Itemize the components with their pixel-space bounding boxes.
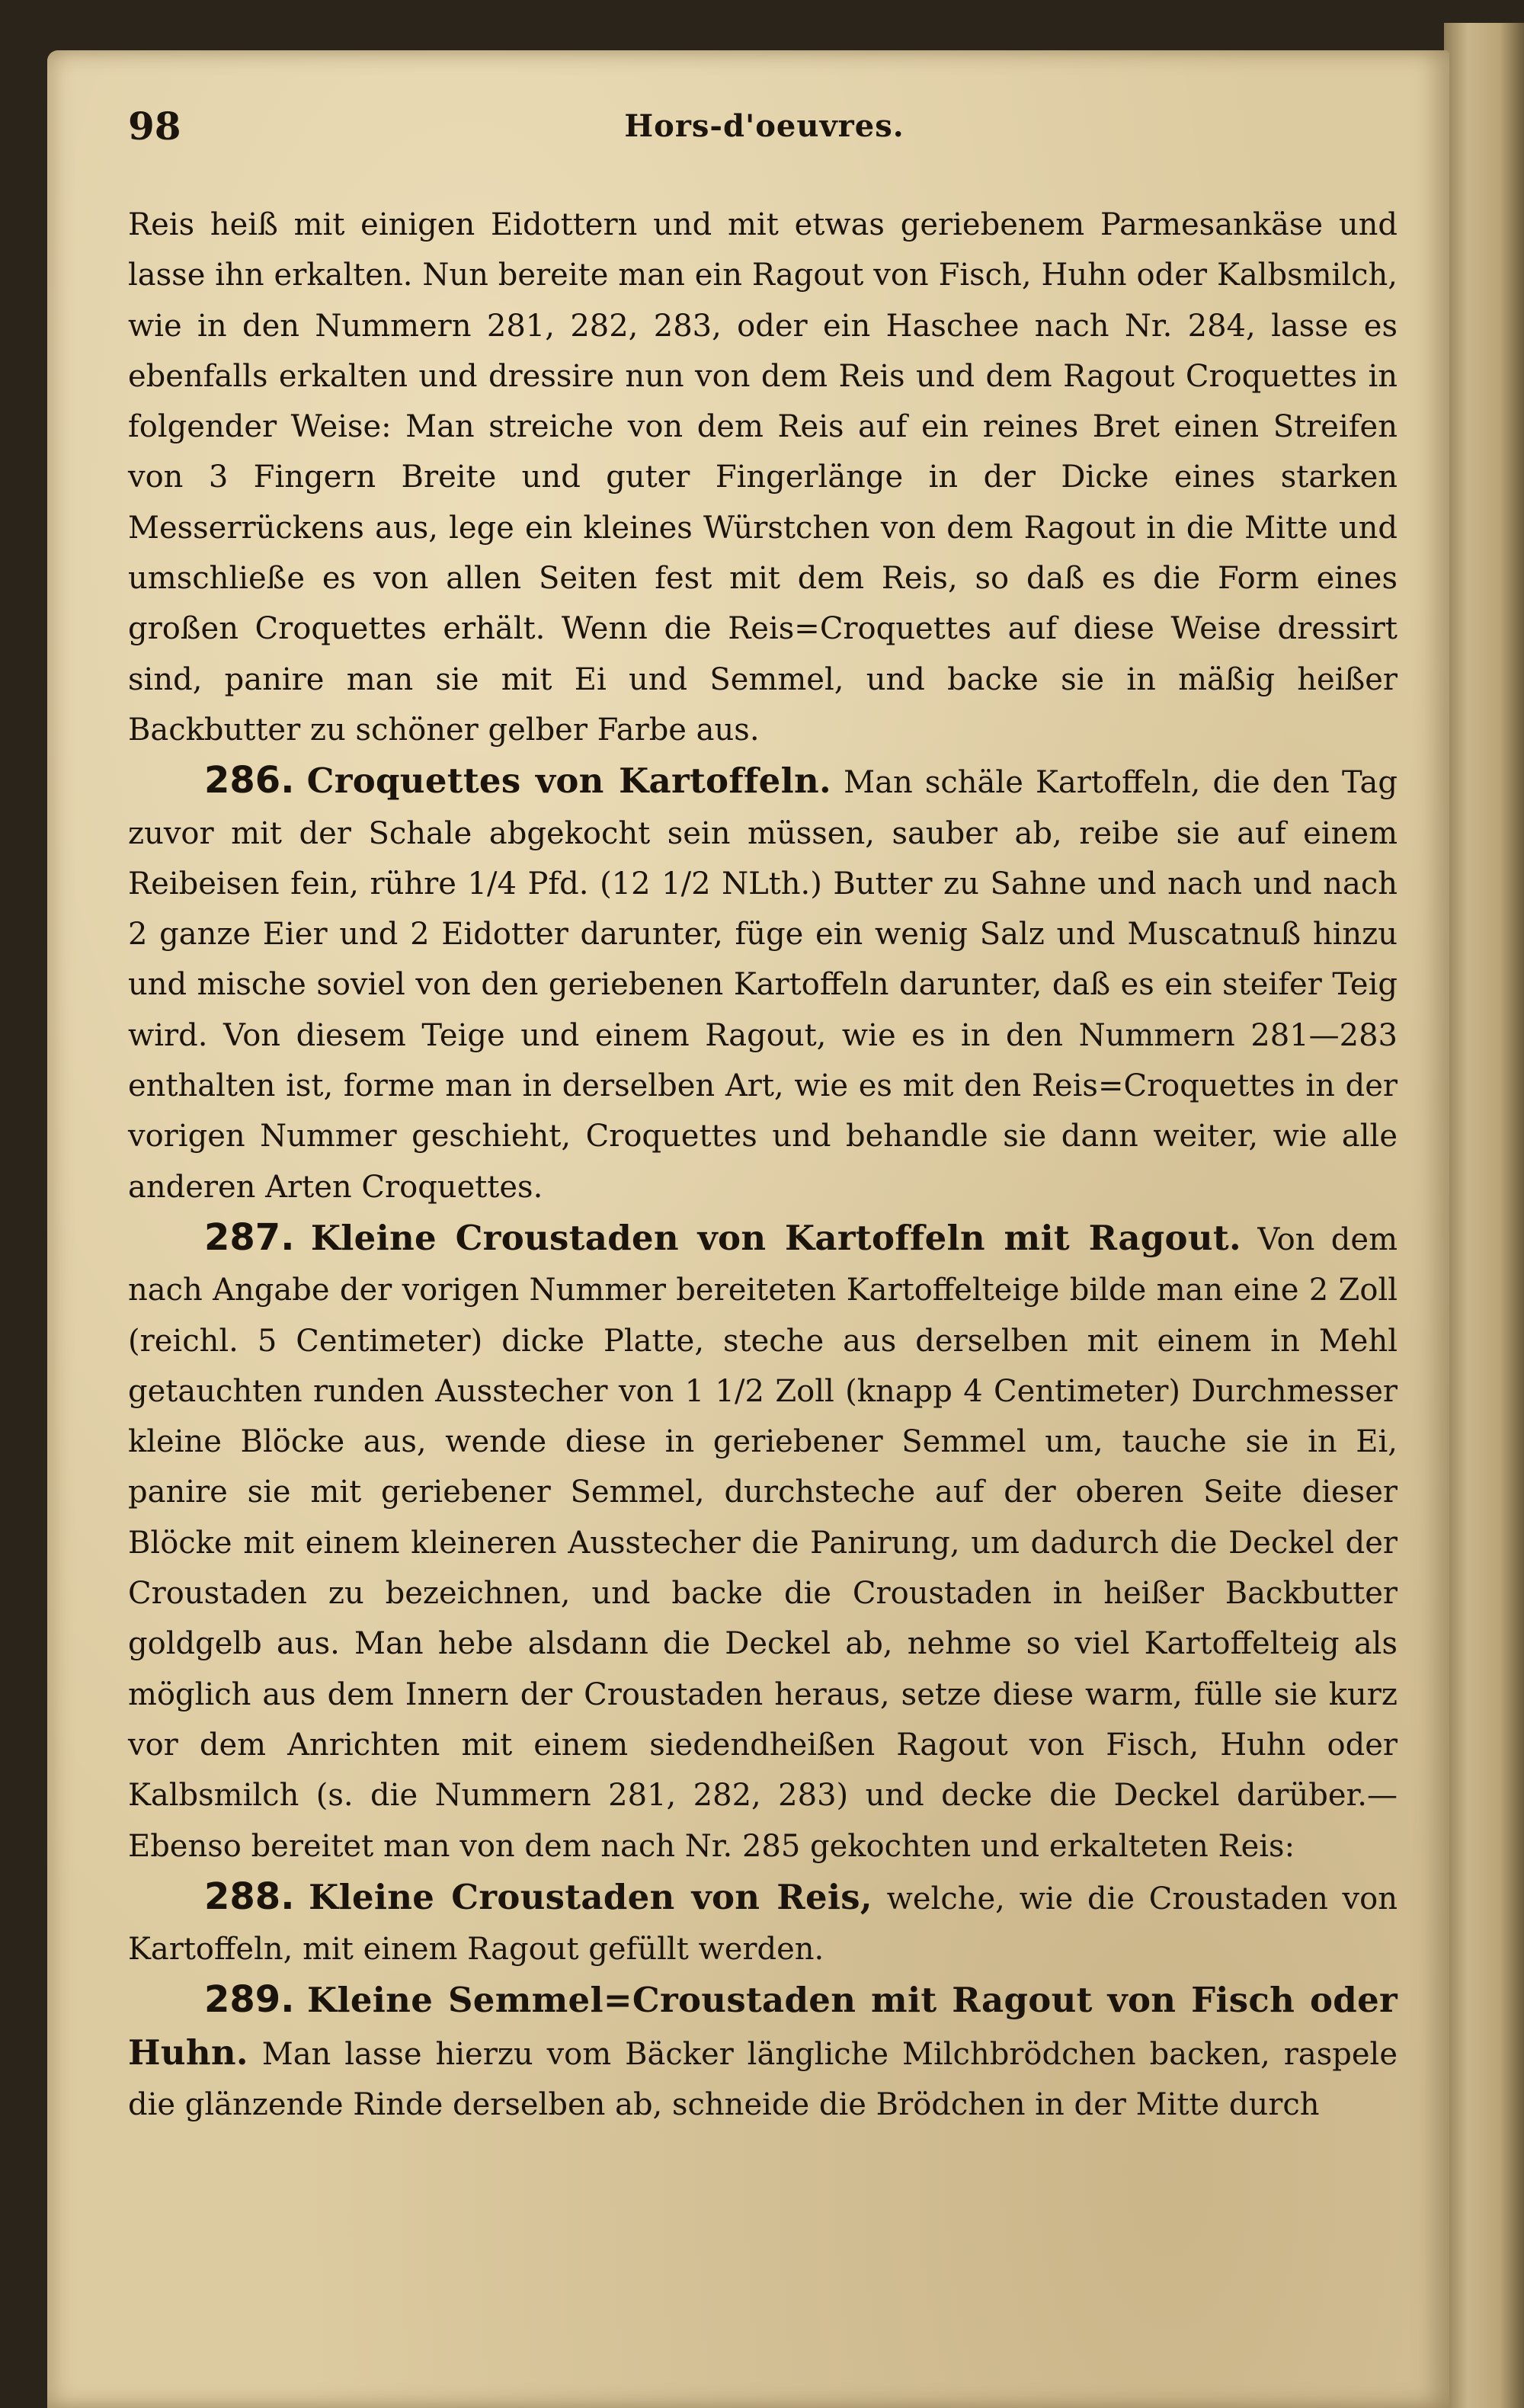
recipe-entry-286: [128, 755, 1398, 1212]
recipe-text: Man schäle Kartoffeln, die den Tag zuvor mit der Schale abgekocht sein müssen, sauber ab, reibe sie auf einem Reibeisen fein, rühre 1/4 Pfd. (12 1/2 NLth.) Butter zu Sahne und nach und nach 2 ganze Eier und 2 Eidotter darunter, füge ein wenig Salz und Muscatnuß hinzu und mische soviel von den geriebenen Kartoffeln darunter, daß es ein steifer Teig wird. Von diesem Teige und einem Ragout, wie es in den Nummern 281—283 enthalten ist, forme man in derselben Art, wie es mit den Reis=Croquettes in der vorigen Nummer geschieht, Croquettes und behandle sie dann weiter, wie alle anderen Arten Croquettes.: [128, 765, 1398, 1205]
recipe-entry-289: [128, 1974, 1398, 2130]
page-header: [128, 98, 1401, 159]
recipe-title: Croquettes von Kartoffeln.: [306, 761, 831, 802]
recipe-entry-288: [128, 1872, 1398, 1975]
page-number: 98: [128, 104, 181, 149]
recipe-title: Kleine Croustaden von Reis,: [309, 1876, 872, 1917]
recipe-title: Kleine Semmel=Croustaden mit Ragout von Fisch oder Huhn.: [128, 1980, 1398, 2073]
recipe-entry-287: [128, 1212, 1398, 1872]
continuation-paragraph: Reis heiß mit einigen Eidottern und mit etwas geriebenem Parmesankäse und lasse ihn erkalten. Nun bereite man ein Ragout von Fisch, Huhn oder Kalbsmilch, wie in den Nummern 281, 282, 283, oder ein Haschee nach Nr. 284, lasse es ebenfalls erkalten und dressire nun von dem Reis und dem Ragout Croquettes in folgender Weise: Man streiche von dem Reis auf ein reines Bret einen Streifen von 3 Fingern Breite und guter Fingerlänge in der Dicke eines starken Messerrückens aus, lege ein kleines Würstchen von dem Ragout in die Mitte und umschließe es von allen Seiten fest mit dem Reis, so daß es die Form eines großen Croquettes erhält. Wenn die Reis=Croquettes auf diese Weise dressirt sind, panire man sie mit Ei und Semmel, und backe sie in mäßig heißer Backbutter zu schöner gelber Farbe aus.: [128, 207, 1398, 748]
adjacent-page-edge: [1444, 23, 1524, 2408]
recipe-title: Kleine Croustaden von Kartoffeln mit Ragout.: [310, 1217, 1241, 1258]
recipe-text: welche, wie die Croustaden von Kartoffeln, mit einem Ragout gefüllt werden.: [128, 1881, 1398, 1968]
recipe-number: 286.: [204, 759, 295, 802]
page-body: [128, 200, 1398, 2130]
recipe-number: 288.: [204, 1875, 295, 1918]
recipe-number: 289.: [204, 1978, 295, 2022]
recipe-number: 287.: [204, 1215, 295, 1259]
recipe-text: Von dem nach Angabe der vorigen Nummer bereiteten Kartoffelteige bilde man eine 2 Zoll (reichl. 5 Centimeter) dicke Platte, steche aus derselben mit einem in Mehl getauchten runden Ausstecher von 1 1/2 Zoll (knapp 4 Centimeter) Durchmesser kleine Blöcke aus, wende diese in geriebener Semmel um, tauche sie in Ei, panire sie mit geriebener Semmel, durchsteche auf der oberen Seite dieser Blöcke mit einem kleineren Ausstecher die Panirung, um dadurch die Deckel der Croustaden zu bezeichnen, und backe die Croustaden in heißer Backbutter goldgelb aus. Man hebe alsdann die Deckel ab, nehme so viel Kartoffelteig als möglich aus dem Innern der Croustaden heraus, setze diese warm, fülle sie kurz vor dem Anrichten mit einem siedendheißen Ragout von Fisch, Huhn oder Kalbsmilch (s. die Nummern 281, 282, 283) und decke die Deckel darüber.—Ebenso bereitet man von dem nach Nr. 285 gekochten und erkalteten Reis:: [128, 1222, 1398, 1864]
recipe-text: Man lasse hierzu vom Bäcker längliche Milchbrödchen backen, raspele die glänzende Rinde derselben ab, schneide die Brödchen in der Mitte durch: [128, 2036, 1398, 2122]
running-title: Hors-d'oeuvres.: [624, 108, 904, 144]
